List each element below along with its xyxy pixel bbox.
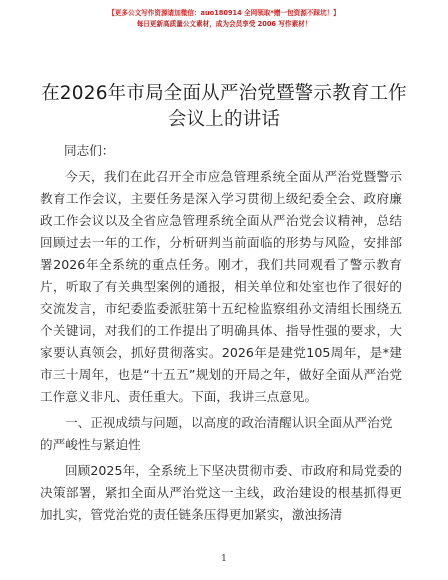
salutation: 同志们： [64,143,115,158]
document-title: 在2026年市局全面从严治党暨警示教育工作会议上的讲话 [41,83,407,130]
page-number: 1 [221,554,227,564]
header-banner [0,8,448,30]
section-heading: 一、正视成绩与问题，以高度的政治清醒认识全面从严治党的严峻性与紧迫性 [40,415,393,452]
banner-line-1: 【更多公文写作资源请加微信：auo180914 全网领取*赠一包资源不踩坑！】 [108,9,340,17]
body-paragraph: 今天，我们在此召开全市应急管理系统全面从严治党暨警示教育工作会议，主要任务是深入学习贯彻上级纪委全会、政府廉政工作会议以及全省应急管理系统全面从严治党会议精神，总结回顾过去一年的工作，分析研判当前面临的形势与风险，安排部署2026年全系统的重点任务。刚才，我们共同观看了警示教育片，听取了有关典型案例的通报，相关单位和处室也作了很好的交流发言，市纪委监委派驻第十五纪检监察组孙文清组长围绕五个关键词，对我们的工作提出了明确具体、指导性强的要求，大家要认真领会，抓好贯彻落实。2026年是建党105周年，是*建市三十周年，也是“十五五”规划的开局之年，做好全面从严治党工作意义非凡、责任重大。下面，我讲三点意见。 [40,169,402,404]
body-paragraph: 回顾2025年，全系统上下坚决贯彻市委、市政府和局党委的决策部署，紧扣全面从严治党这一主线，政治建设的根基抓得更加扎实，管党治党的责任链条压得更加紧实，激浊扬清 [40,463,402,522]
document-body [40,140,402,530]
banner-line-2: 每日更新高质量公文素材，成为会员享受 2006 写作素材！ [136,20,312,28]
